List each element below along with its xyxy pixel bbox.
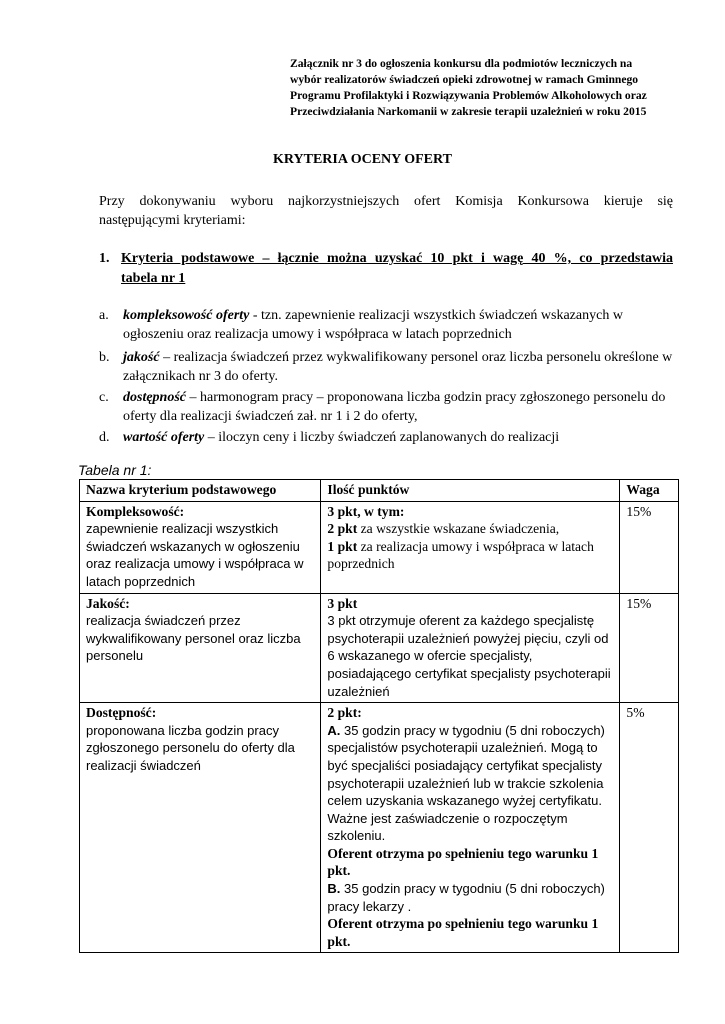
cell-points [321, 703, 620, 953]
criteria-table [79, 479, 679, 953]
header-weight: Waga [620, 480, 679, 502]
points-text: za wszystkie wskazane świadczenia, [357, 521, 560, 537]
table-caption: Tabela nr 1: [78, 462, 152, 478]
list-item-text: – harmonogram pracy – proponowana liczba godzin pracy zgłoszonego personelu do oferty dla realizacji świadczeń zał. nr 1 i 2 do oferty, [123, 390, 666, 424]
list-item-term: jakość [123, 350, 160, 365]
list-item-letter: a. [99, 308, 109, 323]
cell-weight: 5% [620, 703, 679, 953]
points-title: 3 pkt, w tym: [327, 503, 405, 519]
header-points: Ilość punktów [321, 480, 620, 502]
option-b-label: B. [327, 881, 341, 897]
table-row [80, 501, 679, 593]
points-line [327, 538, 613, 573]
criterion-title: Dostępność: [86, 705, 157, 721]
option-a-result: Oferent otrzyma po spełnieniu tego warunku 1 pkt. [327, 845, 599, 879]
criteria-list [99, 306, 673, 447]
cell-name [80, 703, 321, 953]
list-item-text: – realizacja świadczeń przez wykwalifikowany personel oraz liczba personelu określone w załącznikach nr 3 do oferty. [123, 350, 673, 384]
list-item-text: - tzn. zapewnienie realizacji wszystkich świadczeń wskazanych w ogłoszeniu oraz realizacja umowy i współpraca w latach poprzednich [123, 308, 623, 342]
header-note-line: Załącznik nr 3 do ogłoszenia konkursu dla podmiotów leczniczych na [290, 57, 633, 70]
points-line [327, 520, 613, 538]
criteria-heading-number: 1. [99, 251, 110, 266]
option-a-label: A. [327, 722, 341, 738]
list-item [99, 306, 673, 344]
list-item-letter: d. [99, 430, 110, 445]
option-b-result: Oferent otrzyma po spełnieniu tego warunku 1 pkt. [327, 916, 599, 949]
points-text: za realizacja umowy i współpraca w latach poprzednich [327, 538, 594, 572]
criterion-description: zapewnienie realizacji wszystkich świadczeń wskazanych w ogłoszeniu oraz realizacja umowy i współpraca w latach poprzednich [86, 521, 304, 589]
option-a-text: 35 godzin pracy w tygodniu (5 dni roboczych) specjalistów psychoterapii uzależnień. Mogą to być specjaliści posiadający certyfikat specjalisty psychoterapii uzależnień lub w trakcie szkolenia celem uzyskania wskazanego wyżej certyfikatu. Ważne jest zaświadczenie o rozpoczętym szkoleniu. [327, 722, 605, 844]
cell-points [321, 501, 620, 593]
header-note-line: wybór realizatorów świadczeń opieki zdrowotnej w ramach Gminnego [290, 73, 639, 86]
table-row [80, 593, 679, 703]
points-title: 2 pkt: [327, 705, 362, 721]
header-note-line: Przeciwdziałania Narkomanii w zakresie terapii uzależnień w roku 2015 [290, 105, 647, 118]
criterion-title: Jakość: [86, 595, 130, 611]
list-item-term: wartość oferty [123, 430, 205, 445]
criterion-description: realizacja świadczeń przez wykwalifikowany personel oraz liczba personelu [86, 613, 301, 664]
intro-paragraph [99, 192, 673, 230]
list-item [99, 388, 673, 426]
list-item-term: dostępność [123, 390, 186, 405]
cell-weight: 15% [620, 501, 679, 593]
intro-line: Przy dokonywaniu wyboru najkorzystniejszych ofert Komisja Konkursowa kieruje się [99, 194, 673, 209]
points-description: 3 pkt otrzymuje oferent za każdego specjalistę psychoterapii uzależnień powyżej pięciu, czyli od 6 wskazanego w ofercie specjalisty, posiadającego certyfikat specjalisty psychoterapii uzależnień [327, 613, 611, 699]
list-item-letter: c. [99, 390, 109, 405]
points-value: 1 pkt [327, 538, 358, 554]
list-item-text: – iloczyn ceny i liczby świadczeń zaplanowanych do realizacji [204, 430, 560, 445]
cell-points [321, 593, 620, 703]
criteria-heading-line: tabela nr 1 [121, 271, 186, 286]
criteria-heading [99, 249, 673, 289]
criteria-heading-line: Kryteria podstawowe – łącznie można uzyskać 10 pkt i wagę 40 %, co przedstawia [121, 251, 673, 266]
cell-name [80, 501, 321, 593]
criterion-description: proponowana liczba godzin pracy zgłoszonego personelu do oferty dla realizacji świadczeń [86, 722, 295, 773]
header-note-line: Programu Profilaktyki i Rozwiązywania Problemów Alkoholowych oraz [290, 89, 647, 102]
points-value: 2 pkt [327, 521, 358, 537]
table-row [80, 703, 679, 953]
page-title: KRYTERIA OCENY OFERT [273, 152, 452, 167]
list-item [99, 428, 673, 447]
list-item-letter: b. [99, 350, 110, 365]
option-b [327, 880, 613, 915]
option-a [327, 722, 613, 845]
cell-name [80, 593, 321, 703]
table-header-row [80, 480, 679, 502]
cell-weight: 15% [620, 593, 679, 703]
header-name: Nazwa kryterium podstawowego [80, 480, 321, 502]
criterion-title: Kompleksowość: [86, 503, 185, 519]
intro-line: następującymi kryteriami: [99, 213, 246, 228]
list-item-term: kompleksowość oferty [123, 308, 250, 323]
header-note [290, 56, 690, 120]
option-b-text: 35 godzin pracy w tygodniu (5 dni roboczych) pracy lekarzy . [327, 881, 605, 914]
points-title: 3 pkt [327, 595, 358, 611]
criteria-heading-text [121, 249, 673, 289]
list-item [99, 348, 673, 386]
